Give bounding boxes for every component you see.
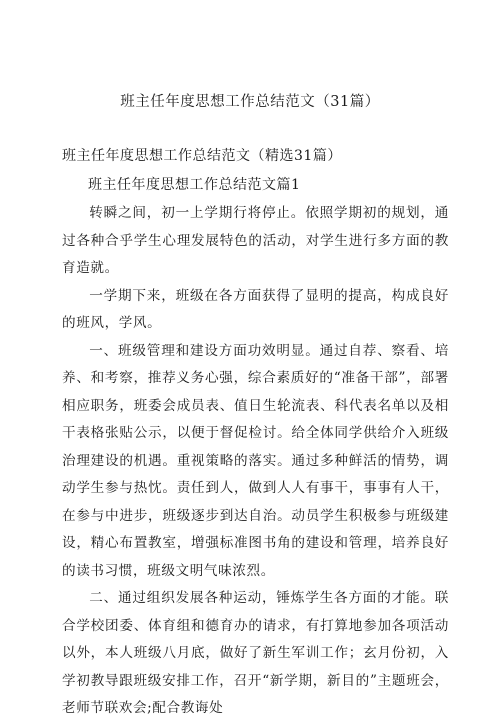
document-title: 班主任年度思想工作总结范文（31篇）	[120, 94, 380, 110]
paragraph-2: 一学期下来，班级在各方面获得了显明的提高，构成良好的班风，学风。	[62, 287, 449, 331]
paragraph-3: 一、班级管理和建设方面功效明显。通过自荐、察看、培养、和考察，推荐义务心强，综合素质好的“准备干部”，部署相应职务，班委会成员表、值日生轮流表、科代表名单以及相干表格张贴公示，以便于督促检讨。给全体同学供给介入班级治理建设的机遇。重视策略的落实。通过多种鲜活的情势，调动学生参与热忱。责任到人，做到人人有事干，事事有人干，在参与中进步，班级逐步到达自治。动员学生积极参与班级建设，精心布置教室，增强标准图书角的建设和管理，培养良好的读书习惯，班级文明气味浓烈。	[62, 342, 449, 579]
body-text	[62, 200, 449, 723]
section-heading: 班主任年度思想工作总结范文篇1	[88, 177, 301, 193]
paragraph-1: 转瞬之间，初一上学期行将停止。依照学期初的规划，通过各种合乎学生心理发展特色的活动，对学生进行多方面的教育造就。	[62, 205, 449, 276]
paragraph-4: 二、通过组织发展各种运动，锤炼学生各方面的才能。联合学校团委、体育组和德育办的请求，有打算地参加各项活动以外，本人班级八月底，做好了新生军训工作；玄月份初，入学初教导跟班级安排工作，召开“新学期，新目的”主题班会，老师节联欢会;配合教诲处	[62, 590, 449, 716]
document-subtitle: 班主任年度思想工作总结范文（精选31篇）	[62, 148, 342, 164]
